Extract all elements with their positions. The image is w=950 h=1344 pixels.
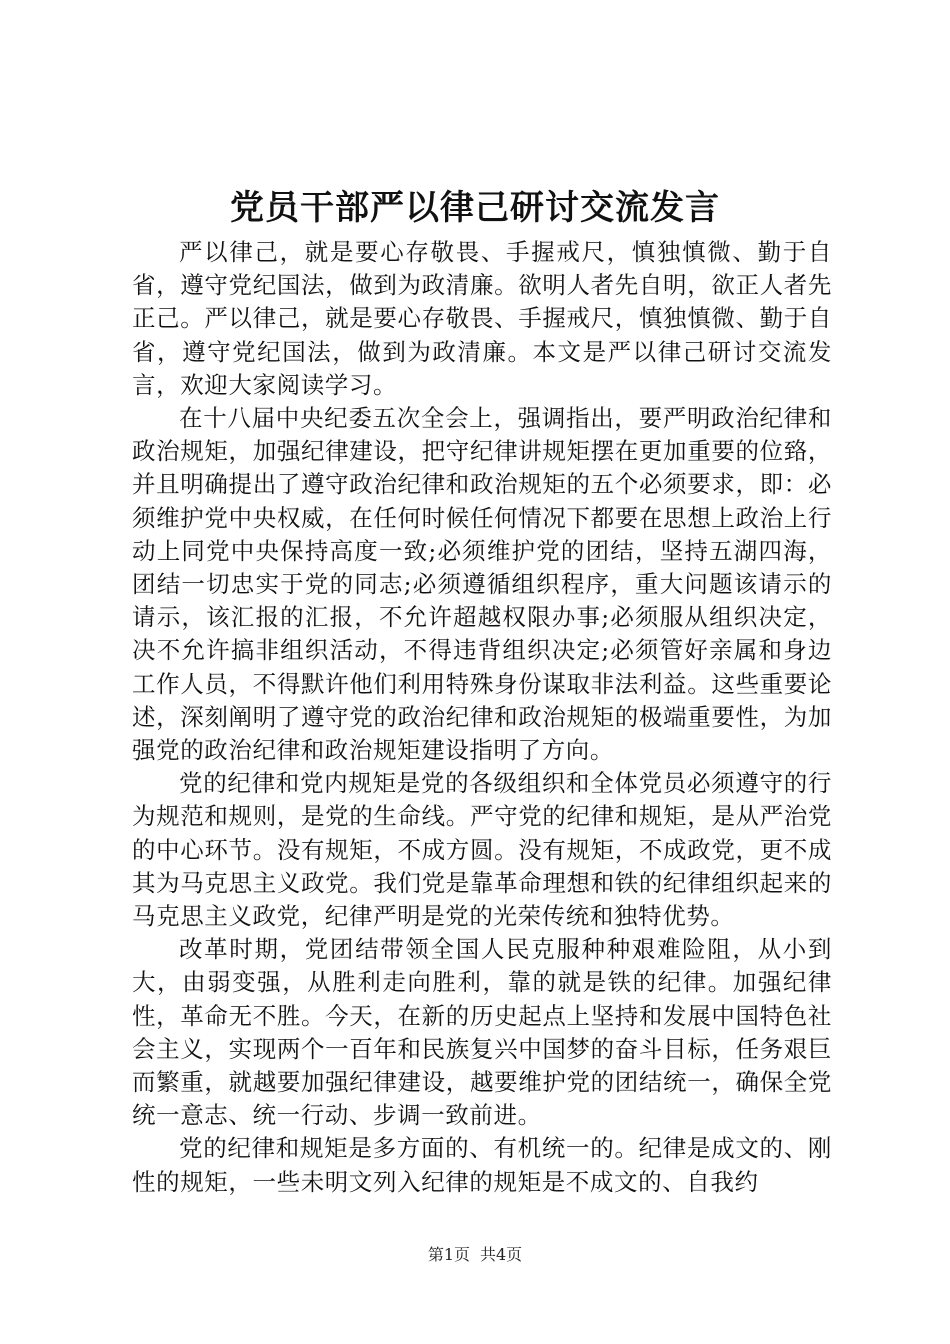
document-body	[132, 236, 832, 1199]
paragraph: 在十八届中央纪委五次全会上，强调指出，要严明政治纪律和政治规矩，加强纪律建设，把守纪律讲规矩摆在更加重要的位臵，并且明确提出了遵守政治纪律和政治规矩的五个必须要求，即：必须维护党中央权威，在任何时候任何情况下都要在思想上政治上行动上同党中央保持高度一致;必须维护党的团结，坚持五湖四海，团结一切忠实于党的同志;必须遵循组织程序，重大问题该请示的请示，该汇报的汇报，不允许超越权限办事;必须服从组织决定，决不允许搞非组织活动，不得违背组织决定;必须管好亲属和身边工作人员，不得默许他们利用特殊身份谋取非法利益。这些重要论述，深刻阐明了遵守党的政治纪律和政治规矩的极端重要性，为加强党的政治纪律和政治规矩建设指明了方向。	[132, 404, 832, 765]
paragraph: 改革时期，党团结带领全国人民克服种种艰难险阻，从小到大，由弱变强，从胜利走向胜利，靠的就是铁的纪律。加强纪律性，革命无不胜。今天，在新的历史起点上坚持和发展中国特色社会主义，实现两个一百年和民族复兴中国梦的奋斗目标，任务艰巨而繁重，就越要加强纪律建设，越要维护党的团结统一，确保全党统一意志、统一行动、步调一致前进。	[132, 935, 832, 1130]
document-title: 党员干部严以律己研讨交流发言	[230, 188, 720, 228]
page-number-current: 第1页	[427, 1245, 470, 1264]
page-footer	[0, 1244, 950, 1266]
page-number-total: 共4页	[480, 1245, 523, 1264]
paragraph: 严以律己，就是要心存敬畏、手握戒尺，慎独慎微、勤于自省，遵守党纪国法，做到为政清廉。欲明人者先自明，欲正人者先正己。严以律己，就是要心存敬畏、手握戒尺，慎独慎微、勤于自省，遵守党纪国法，做到为政清廉。本文是严以律己研讨交流发言，欢迎大家阅读学习。	[132, 238, 832, 399]
paragraph: 党的纪律和党内规矩是党的各级组织和全体党员必须遵守的行为规范和规则，是党的生命线。严守党的纪律和规矩，是从严治党的中心环节。没有规矩，不成方圆。没有规矩，不成政党，更不成其为马克思主义政党。我们党是靠革命理想和铁的纪律组织起来的马克思主义政党，纪律严明是党的光荣传统和独特优势。	[132, 769, 832, 931]
paragraph: 党的纪律和规矩是多方面的、有机统一的。纪律是成文的、刚性的规矩，一些未明文列入纪律的规矩是不成文的、自我约	[132, 1134, 832, 1196]
